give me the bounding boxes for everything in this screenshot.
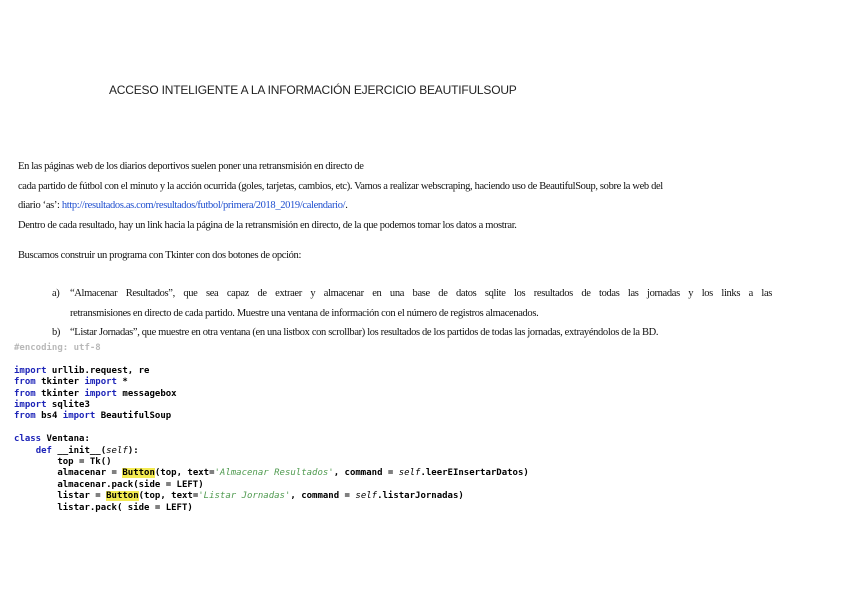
code-text: bs4 xyxy=(35,411,63,422)
code-text: sqlite3 xyxy=(46,400,90,411)
code-text: Ventana: xyxy=(41,434,90,445)
code-self: self xyxy=(106,445,128,456)
list-item xyxy=(52,284,772,323)
options-list xyxy=(52,284,772,343)
code-block xyxy=(14,343,529,514)
code-text: .listarJornadas) xyxy=(377,491,464,502)
list-marker: a) xyxy=(52,288,60,299)
code-text: ): xyxy=(127,445,139,456)
intro-line xyxy=(18,196,663,216)
code-keyword: from xyxy=(14,411,36,422)
code-keyword: def xyxy=(35,445,52,456)
code-text: , command = xyxy=(290,491,356,502)
code-text: , command = xyxy=(333,468,399,479)
code-text: listar = xyxy=(14,491,107,502)
intro-text: diario ‘as’: xyxy=(18,200,62,211)
list-item xyxy=(52,323,772,343)
code-text: .leerEInsertarDatos) xyxy=(420,468,529,479)
intro-line: Dentro de cada resultado, hay un link hacia la página de la retransmisión en directo, de la que podemos tomar los datos a mostrar. xyxy=(18,219,517,231)
code-keyword: import xyxy=(84,377,117,388)
code-text: top = Tk() xyxy=(14,457,112,468)
code-keyword: import xyxy=(84,388,117,399)
code-text: tkinter xyxy=(35,388,85,399)
code-keyword: import xyxy=(62,411,96,422)
list-item-continuation: retransmisiones en directo de cada partido. Muestre una ventana de información con el número de registros almacenados. xyxy=(70,307,539,319)
code-highlight: Button xyxy=(106,491,139,502)
code-keyword: from xyxy=(14,388,36,399)
code-text: * xyxy=(116,377,128,388)
code-keyword: from xyxy=(14,377,36,388)
code-text: (top, text= xyxy=(154,468,215,479)
intro-line: cada partido de fútbol con el minuto y la acción ocurrida (goles, tarjetas, cambios, etc). Vamos a realizar webscraping, haciendo uso de BeautifulSoup, sobre la web del xyxy=(18,180,663,192)
code-text: listar.pack( side = LEFT) xyxy=(14,502,193,513)
code-text: tkinter xyxy=(35,377,85,388)
list-marker: b) xyxy=(52,327,61,338)
code-text: almacenar = xyxy=(14,468,123,479)
document-title: ACCESO INTELIGENTE A LA INFORMACIÓN EJERCICIO BEAUTIFULSOUP xyxy=(109,83,517,97)
code-keyword: class xyxy=(14,434,42,445)
code-self: self xyxy=(355,491,378,502)
intro-paragraph xyxy=(18,157,663,235)
code-highlight: Button xyxy=(122,468,155,479)
code-text: messagebox xyxy=(116,388,177,399)
calendar-link[interactable]: http://resultados.as.com/resultados/futbol/primera/2018_2019/calendario/ xyxy=(61,200,346,211)
code-self: self xyxy=(398,468,421,479)
code-string: 'Almacenar Resultados' xyxy=(214,468,334,479)
code-text: (top, text= xyxy=(138,491,199,502)
buttons-paragraph: Buscamos construir un programa con Tkinter con dos botones de opción: xyxy=(18,250,302,261)
code-text: urllib.request, re xyxy=(46,365,150,376)
code-text: BeautifulSoup xyxy=(95,411,172,422)
code-keyword: import xyxy=(14,365,47,376)
intro-line: En las páginas web de los diarios deportivos suelen poner una retransmisión en directo de xyxy=(18,161,364,172)
list-item-text: “Almacenar Resultados”, que sea capaz de extraer y almacenar en una base de datos sqlite los resultados de todas las jornadas y los links a las xyxy=(70,288,772,299)
code-string: 'Listar Jornadas' xyxy=(198,491,291,502)
code-text: almacenar.pack(side = LEFT) xyxy=(14,479,204,490)
list-item-text: “Listar Jornadas”, que muestre en otra ventana (en una listbox con scrollbar) los resultados de los partidos de todas las jornadas, extrayéndolos de la BD. xyxy=(70,327,659,338)
intro-text: . xyxy=(345,200,348,211)
code-comment: #encoding: utf-8 xyxy=(14,343,101,353)
code-keyword: import xyxy=(14,400,47,411)
code-text: __init__( xyxy=(51,445,107,456)
